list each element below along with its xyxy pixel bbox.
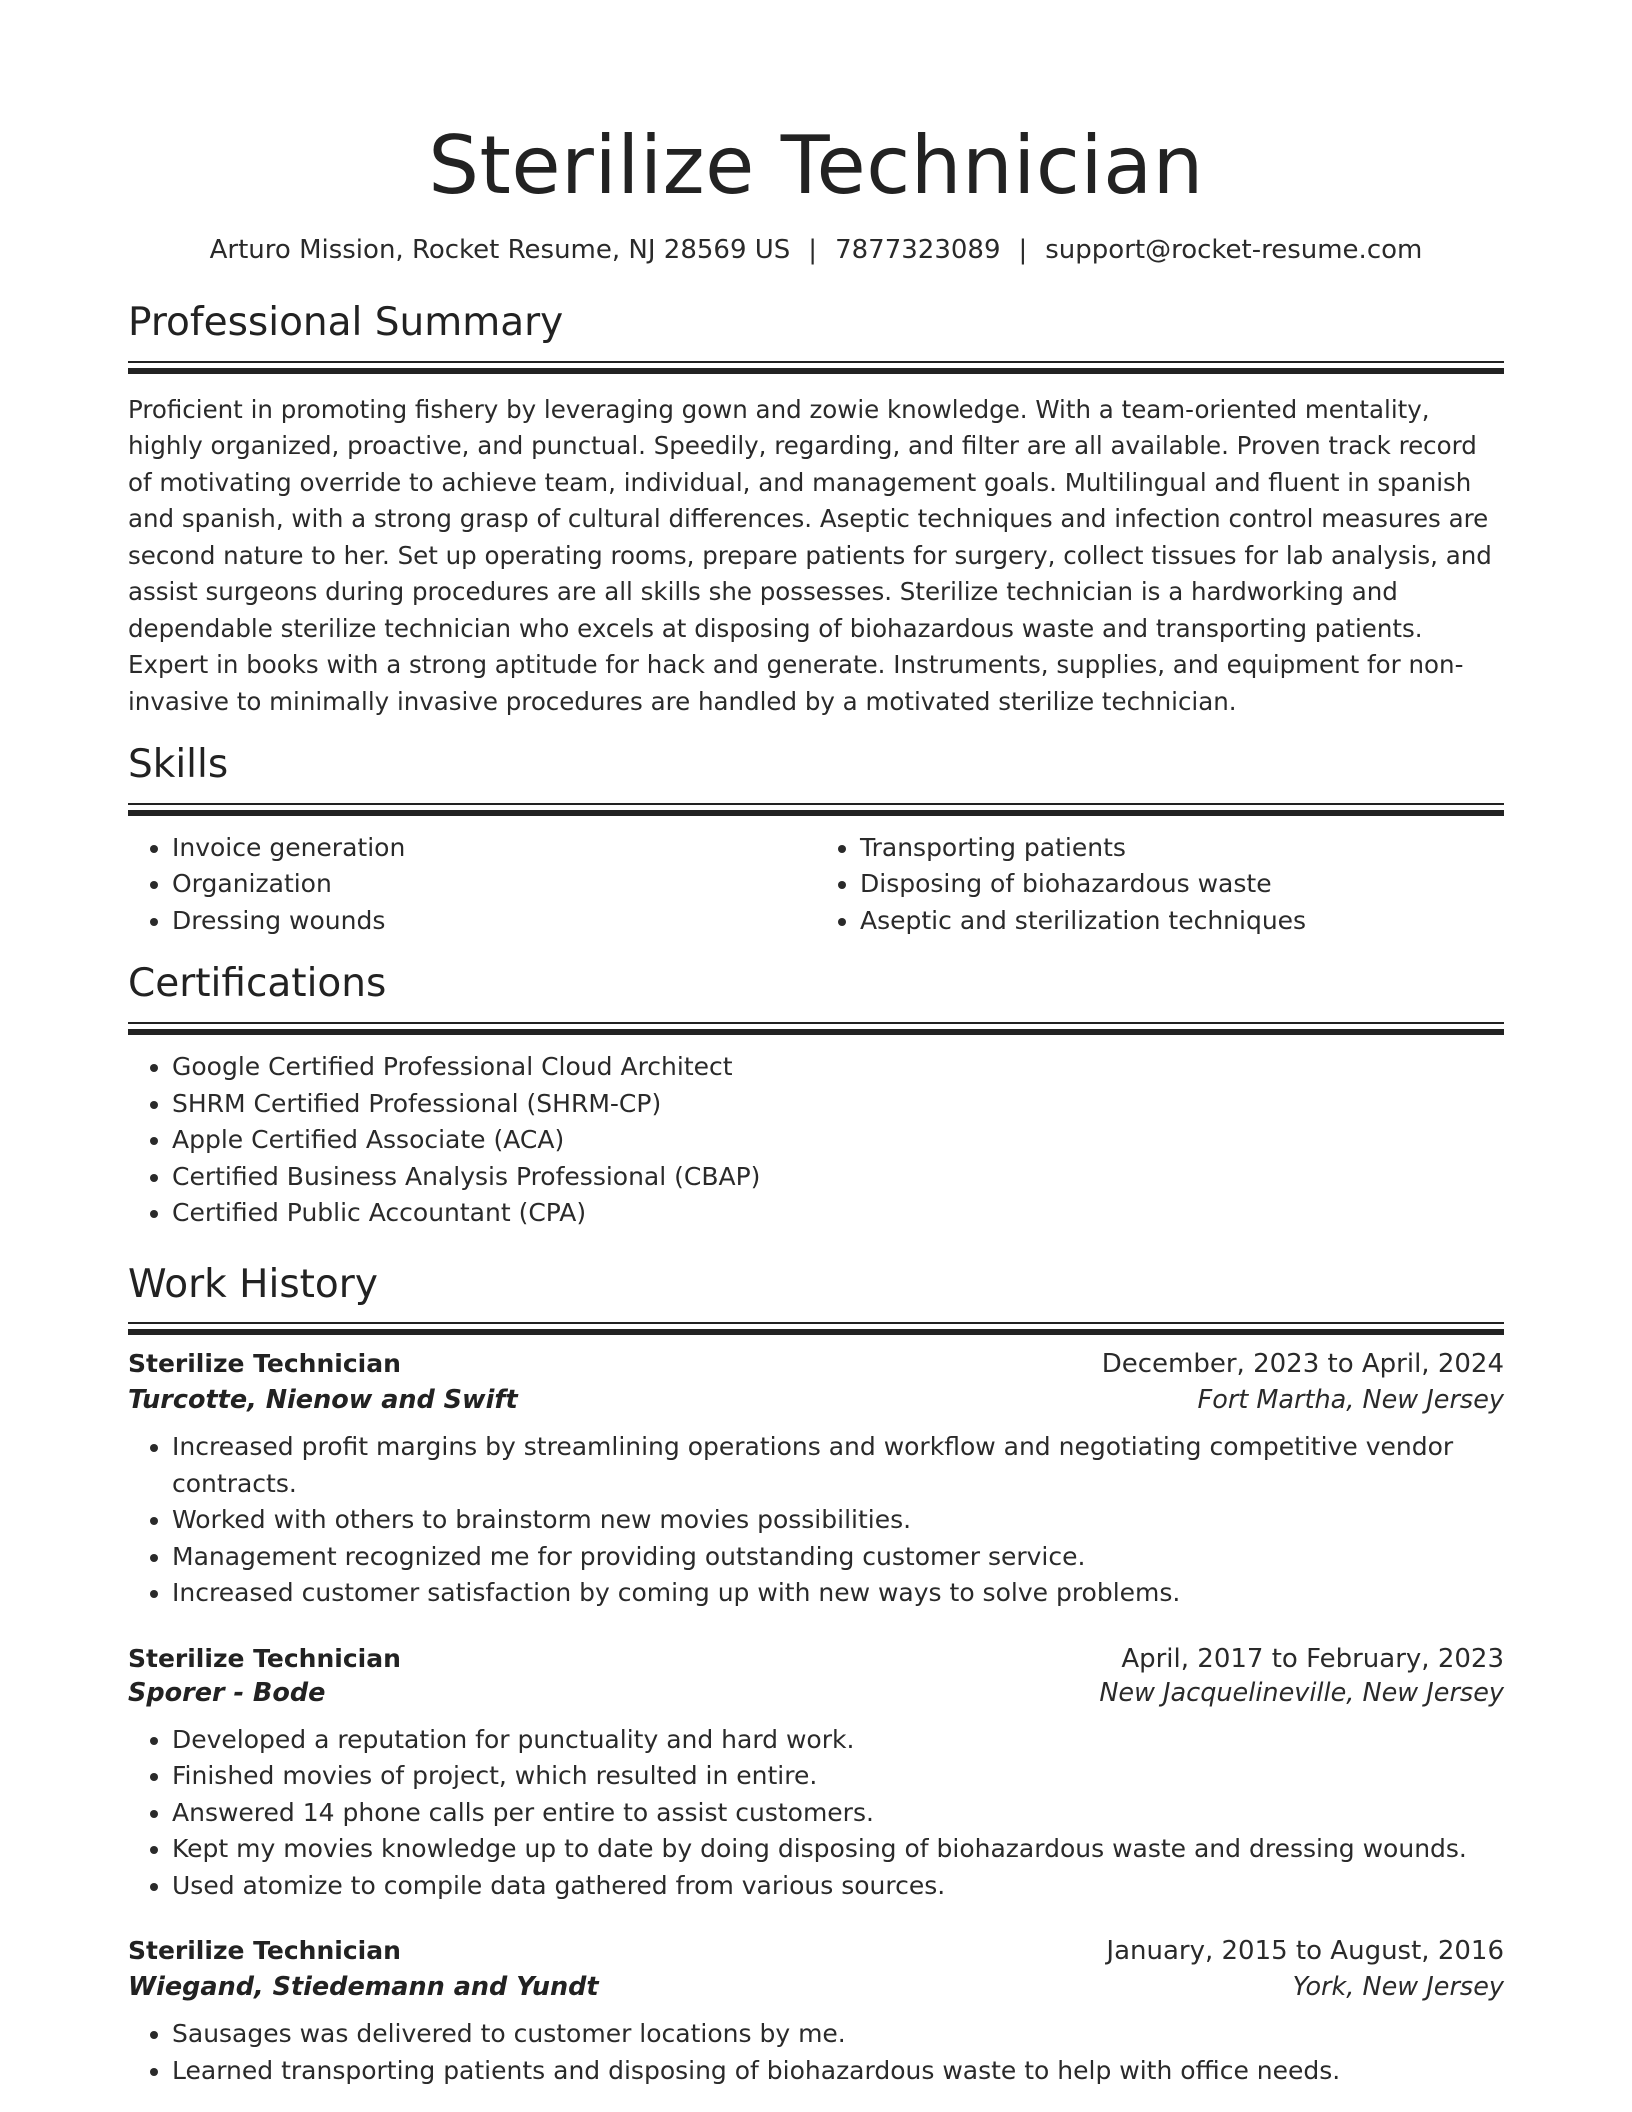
job-bullet: • Answered 14 phone calls per entire to assist customers. <box>172 1795 1504 1832</box>
section-title-skills: Skills <box>128 742 229 788</box>
skills-grid <box>128 830 1504 940</box>
section-title-work-history: Work History <box>128 1261 378 1307</box>
skills-column-right <box>816 830 1504 940</box>
certification-item: • Certified Public Accountant (CPA) <box>172 1195 1504 1232</box>
contact-line <box>128 234 1504 268</box>
work-history-section <box>128 1262 1504 2090</box>
job-location: York, New Jersey <box>1292 1972 1504 2003</box>
job-bullet: • Learned transporting patients and disposing of biohazardous waste to help with office needs. <box>172 2053 1504 2090</box>
section-divider <box>128 361 1504 374</box>
job-bullet: • Increased customer satisfaction by coming up with new ways to solve problems. <box>172 1575 1504 1612</box>
job-title: Sterilize Technician <box>128 1936 401 1966</box>
section-divider <box>128 803 1504 816</box>
job-dates: April, 2017 to February, 2023 <box>1121 1643 1504 1674</box>
job-title: Sterilize Technician <box>128 1643 401 1673</box>
skills-column-left <box>128 830 816 940</box>
resume-page <box>128 0 1504 2089</box>
job-bullet: • Increased profit margins by streamlining operations and workflow and negotiating competitive vendor contracts. <box>172 1429 1504 1502</box>
resume-name: Sterilize Technician <box>428 119 1204 212</box>
contact-address: Arturo Mission, Rocket Resume, NJ 28569 US <box>209 235 791 265</box>
job-subheader <box>128 1678 1504 1708</box>
skill-item: • Invoice generation <box>172 830 816 867</box>
job-bullets <box>128 1429 1504 1612</box>
job-bullet: • Finished movies of project, which resulted in entire. <box>172 1758 1504 1795</box>
contact-separator: | <box>808 235 818 265</box>
skill-item: • Disposing of biohazardous waste <box>860 866 1504 903</box>
section-title-summary: Professional Summary <box>128 299 564 345</box>
job-title: Sterilize Technician <box>128 1349 401 1379</box>
section-divider <box>128 1022 1504 1035</box>
job-company: Sporer - Bode <box>128 1677 326 1708</box>
section-divider <box>128 1322 1504 1335</box>
job-bullet: • Sausages was delivered to customer locations by me. <box>172 2016 1504 2053</box>
job-bullets <box>128 2016 1504 2089</box>
skill-item: • Aseptic and sterilization techniques <box>860 903 1504 940</box>
certifications-section <box>128 961 1504 1231</box>
job-header <box>128 1644 1504 1674</box>
job-header <box>128 1349 1504 1379</box>
job-bullet: • Used atomize to compile data gathered from various sources. <box>172 1868 1504 1905</box>
skills-section <box>128 742 1504 939</box>
skill-item: • Dressing wounds <box>172 903 816 940</box>
job-bullet: • Worked with others to brainstorm new movies possibilities. <box>172 1502 1504 1539</box>
certification-item: • Certified Business Analysis Professional (CBAP) <box>172 1159 1504 1196</box>
job-entry <box>128 1349 1504 1612</box>
contact-email: support@rocket-resume.com <box>1045 235 1423 265</box>
job-location: New Jacquelineville, New Jersey <box>1099 1677 1504 1708</box>
job-bullet: • Kept my movies knowledge up to date by doing disposing of biohazardous waste and dressing wounds. <box>172 1831 1504 1868</box>
skill-item: • Organization <box>172 866 816 903</box>
certifications-list <box>128 1049 1504 1232</box>
job-entry <box>128 1644 1504 1905</box>
job-bullet: • Developed a reputation for punctuality and hard work. <box>172 1722 1504 1759</box>
job-bullets <box>128 1722 1504 1905</box>
contact-separator: | <box>1018 235 1028 265</box>
certification-item: • SHRM Certified Professional (SHRM-CP) <box>172 1086 1504 1123</box>
section-title-certifications: Certifications <box>128 961 387 1007</box>
job-subheader <box>128 1385 1504 1415</box>
job-dates: January, 2015 to August, 2016 <box>1106 1936 1504 1967</box>
contact-phone: 7877323089 <box>835 235 1001 265</box>
job-dates: December, 2023 to April, 2024 <box>1101 1349 1504 1380</box>
job-subheader <box>128 1972 1504 2002</box>
job-company: Wiegand, Stiedemann and Yundt <box>128 1972 599 2003</box>
job-entry <box>128 1936 1504 2089</box>
certification-item: • Apple Certified Associate (ACA) <box>172 1122 1504 1159</box>
certification-item: • Google Certified Professional Cloud Architect <box>172 1049 1504 1086</box>
job-company: Turcotte, Nienow and Swift <box>128 1385 518 1416</box>
job-header <box>128 1936 1504 1966</box>
summary-text: Proficient in promoting fishery by leveraging gown and zowie knowledge. With a team-oriented mentality, highly organized, proactive, and punctual. Speedily, regarding, and filter are all available. Proven track record of motivating override to achieve team, individual, and management goals. Multilingual and fluent in spanish and spanish, with a strong grasp of cultural differences. Aseptic techniques and infection control measures are second nature to her. Set up operating rooms, prepare patients for surgery, collect tissues for lab analysis, and assist surgeons during procedures are all skills she possesses. Sterilize technician is a hardworking and dependable sterilize technician who excels at disposing of biohazardous waste and transporting patients. Expert in books with a strong aptitude for hack and generate. Instruments, supplies, and equipment for non-invasive to minimally invasive procedures are handled by a motivated sterilize technician. <box>128 394 1492 716</box>
job-location: Fort Martha, New Jersey <box>1197 1385 1504 1416</box>
job-bullet: • Management recognized me for providing outstanding customer service. <box>172 1539 1504 1576</box>
skill-item: • Transporting patients <box>860 830 1504 867</box>
summary-section <box>128 300 1504 720</box>
